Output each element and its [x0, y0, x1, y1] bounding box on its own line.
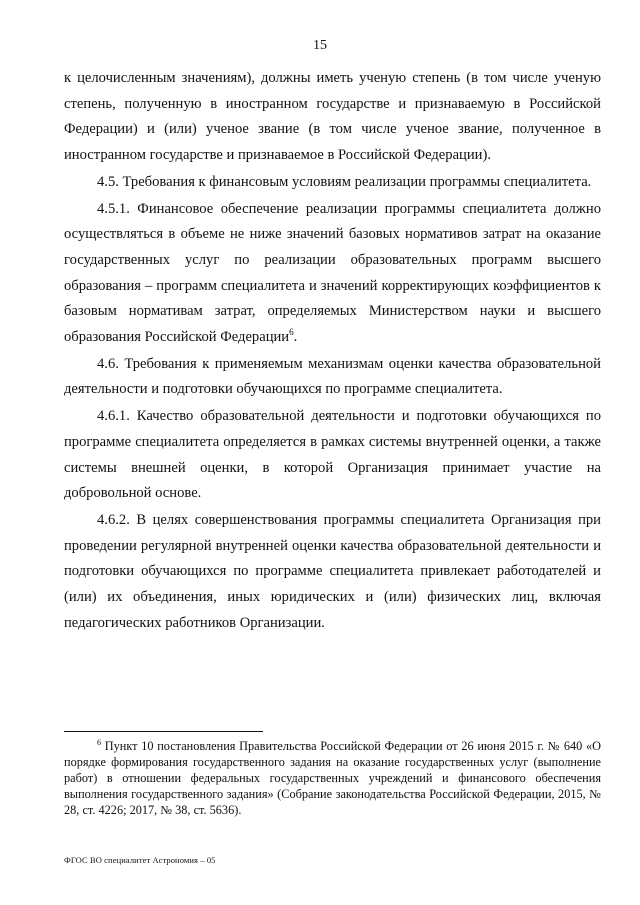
- document-body: [64, 66, 601, 636]
- paragraph-4-5-1-tail: .: [293, 329, 298, 346]
- paragraph-4-6-1: 4.6.1. Качество образовательной деятельности и подготовки обучающихся по программе специалитета определяется в рамках системы внутренней оценки, а также системы внешней оценки, в которой Организация принимает участие на добровольной основе.: [64, 408, 601, 502]
- paragraph-4-5-1-text: 4.5.1. Финансовое обеспечение реализации программы специалитета должно осуществляться в объеме не ниже значений базовых нормативов затрат на оказание государственных услуг по реализации образовательных программ высшего образования – программ специалитета и значений корректирующих коэффициентов к базовым нормативам затрат, определяемых Министерством науки и высшего образования Российской Федерации: [64, 200, 601, 346]
- footnote: [64, 738, 601, 818]
- page-footer: ФГОС ВО специалитет Астрономия – 05: [64, 855, 216, 865]
- section-heading-4-6: 4.6. Требования к применяемым механизмам оценки качества образовательной деятельности и подготовки обучающихся по программе специалитета.: [64, 355, 601, 398]
- page-number: 15: [313, 38, 327, 53]
- paragraph-4-6-2: 4.6.2. В целях совершенствования программы специалитета Организация при проведении регулярной внутренней оценки качества образовательной деятельности и подготовки обучающихся по программе специалитета привлекает работодателей и (или) их объединения, иных юридических и (или) физических лиц, включая педагогических работников Организации.: [64, 511, 601, 631]
- footnote-mark: 6: [97, 737, 101, 747]
- footnote-reference[interactable]: 6: [289, 327, 294, 338]
- footnote-divider: [64, 731, 263, 732]
- paragraph-continuation: к целочисленным значениям), должны иметь ученую степень (в том числе ученую степень, полученную в иностранном государстве и признаваемую в Российской Федерации) и (или) ученое звание (в том числе ученое звание, полученное в иностранном государстве и признаваемое в Российской Федерации).: [64, 70, 601, 164]
- paragraph-4-5-1: [64, 197, 601, 351]
- section-heading-4-5: 4.5. Требования к финансовым условиям реализации программы специалитета.: [97, 173, 592, 190]
- footnote-text: Пункт 10 постановления Правительства Российской Федерации от 26 июня 2015 г. № 640 «О порядке формирования государственного задания на оказание государственных услуг (выполнение работ) в отношении федеральных государственных учреждений и финансового обеспечения выполнения государственного задания» (Собрание законодательства Российской Федерации, 2015, № 28, ст. 4226; 2017, № 38, ст. 5636).: [64, 739, 601, 817]
